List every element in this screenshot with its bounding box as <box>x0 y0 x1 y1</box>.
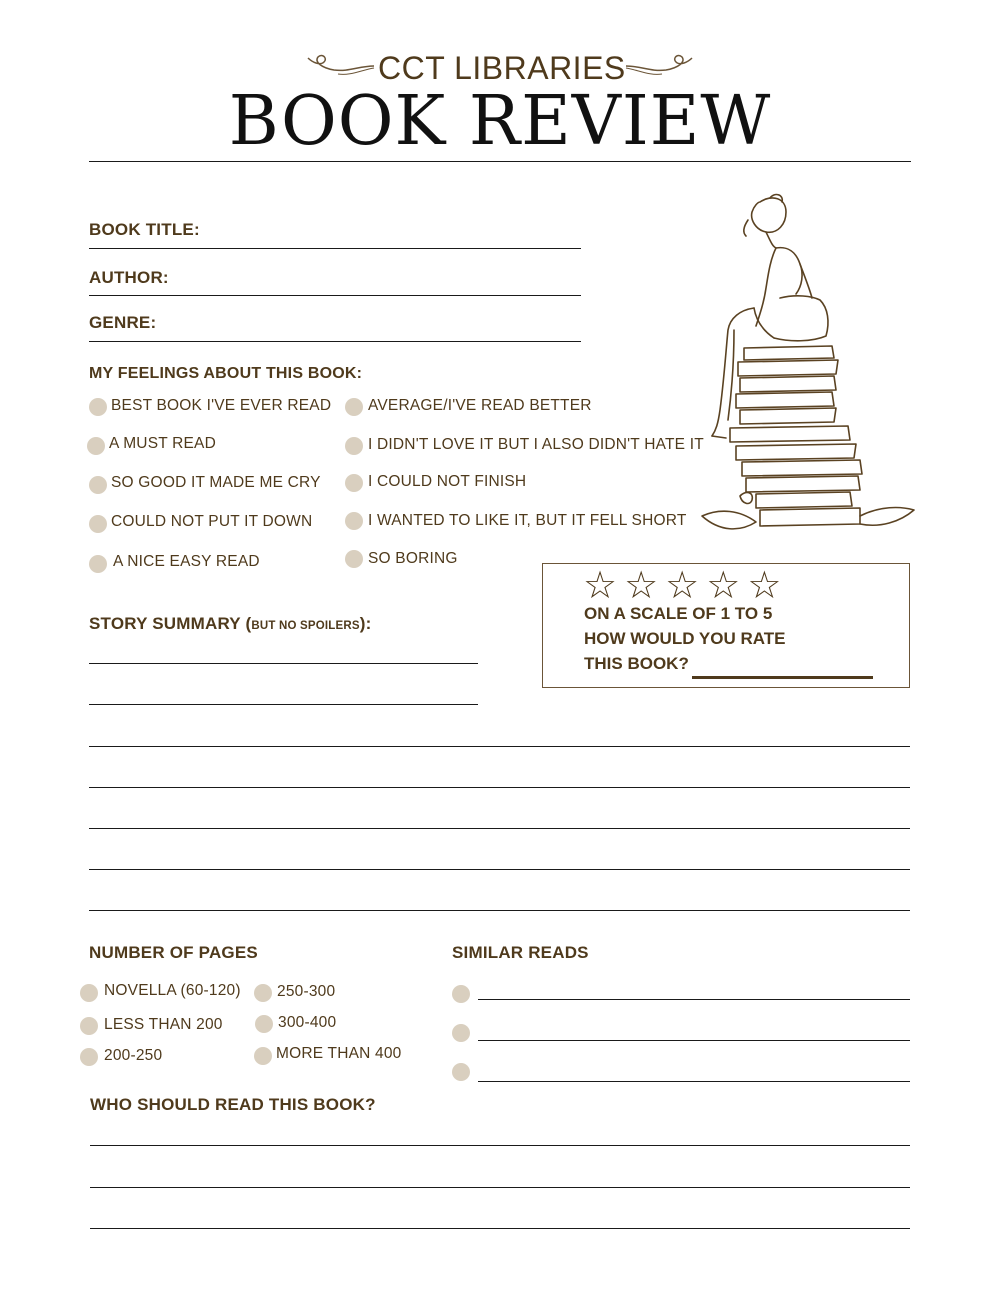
who-should-read-line[interactable] <box>90 1187 910 1188</box>
rating-question-line-3: THIS BOOK? <box>584 654 689 673</box>
summary-line[interactable] <box>89 869 910 870</box>
rating-question-line-1: ON A SCALE OF 1 TO 5 <box>584 604 773 623</box>
pages-option-label: 200-250 <box>104 1047 163 1064</box>
pages-option-radio[interactable] <box>255 1015 273 1033</box>
feelings-heading: MY FEELINGS ABOUT THIS BOOK: <box>89 365 363 382</box>
rating-question-line-2: HOW WOULD YOU RATE <box>584 629 786 648</box>
header-divider <box>89 161 911 162</box>
similar-read-line[interactable] <box>478 999 910 1000</box>
feeling-option-label: AVERAGE/I'VE READ BETTER <box>368 397 592 414</box>
who-should-read-heading: WHO SHOULD READ THIS BOOK? <box>90 1095 376 1114</box>
left-flourish-icon <box>304 52 376 78</box>
summary-line[interactable] <box>89 704 478 705</box>
feeling-option-radio[interactable] <box>87 437 105 455</box>
pages-option-radio[interactable] <box>80 984 98 1002</box>
feeling-option-radio[interactable] <box>345 437 363 455</box>
author-label: AUTHOR: <box>89 268 169 287</box>
feeling-option-label: BEST BOOK I'VE EVER READ <box>111 397 332 414</box>
pages-option-label: LESS THAN 200 <box>104 1016 223 1033</box>
pages-option-radio[interactable] <box>80 1017 98 1035</box>
who-should-read-line[interactable] <box>90 1228 910 1229</box>
feeling-option-radio[interactable] <box>345 474 363 492</box>
feeling-option-radio[interactable] <box>345 550 363 568</box>
summary-line[interactable] <box>89 787 910 788</box>
pages-heading: NUMBER OF PAGES <box>89 943 258 962</box>
pages-option-label: NOVELLA (60-120) <box>104 982 241 999</box>
star-icon[interactable]: ☆ <box>747 565 782 607</box>
summary-line[interactable] <box>89 828 910 829</box>
pages-option-radio[interactable] <box>254 1047 272 1065</box>
feeling-option-label: COULD NOT PUT IT DOWN <box>111 513 313 530</box>
star-icon[interactable]: ☆ <box>665 565 700 607</box>
feeling-option-label: I DIDN'T LOVE IT BUT I ALSO DIDN'T HATE IT <box>368 436 704 453</box>
book-title-label: BOOK TITLE: <box>89 220 200 239</box>
girl-on-books-illustration <box>700 190 920 545</box>
book-title-line[interactable] <box>89 248 581 249</box>
feeling-option-label: I COULD NOT FINISH <box>368 473 527 490</box>
summary-heading-close: ): <box>359 614 372 633</box>
star-icon[interactable]: ☆ <box>706 565 741 607</box>
feeling-option-radio[interactable] <box>89 515 107 533</box>
similar-read-line[interactable] <box>478 1040 910 1041</box>
summary-line[interactable] <box>89 910 910 911</box>
genre-line[interactable] <box>89 341 581 342</box>
summary-line[interactable] <box>89 746 910 747</box>
feeling-option-radio[interactable] <box>345 512 363 530</box>
summary-line[interactable] <box>89 663 478 664</box>
similar-reads-heading: SIMILAR READS <box>452 943 589 962</box>
feeling-option-radio[interactable] <box>89 555 107 573</box>
who-should-read-line[interactable] <box>90 1145 910 1146</box>
feeling-option-label: A MUST READ <box>109 435 216 452</box>
right-flourish-icon <box>624 52 696 78</box>
pages-option-label: 250-300 <box>277 983 336 1000</box>
summary-heading <box>89 614 372 634</box>
star-rating <box>583 567 781 605</box>
rating-answer-line[interactable] <box>692 676 873 679</box>
feeling-option-label: SO GOOD IT MADE ME CRY <box>111 474 321 491</box>
pages-option-label: 300-400 <box>278 1014 337 1031</box>
pages-option-radio[interactable] <box>254 984 272 1002</box>
star-icon[interactable]: ☆ <box>624 565 659 607</box>
similar-read-bullet[interactable] <box>452 1063 470 1081</box>
genre-label: GENRE: <box>89 313 157 332</box>
feeling-option-radio[interactable] <box>89 476 107 494</box>
star-icon[interactable]: ☆ <box>583 565 618 607</box>
similar-read-line[interactable] <box>478 1081 910 1082</box>
feeling-option-label: I WANTED TO LIKE IT, BUT IT FELL SHORT <box>368 512 687 529</box>
org-name: CCT LIBRARIES <box>378 50 626 86</box>
pages-option-label: MORE THAN 400 <box>276 1045 402 1062</box>
summary-heading-note: BUT NO SPOILERS <box>251 620 360 632</box>
author-line[interactable] <box>89 295 581 296</box>
page-title: BOOK REVIEW <box>228 82 772 161</box>
feeling-option-radio[interactable] <box>89 398 107 416</box>
pages-option-radio[interactable] <box>80 1048 98 1066</box>
similar-read-bullet[interactable] <box>452 1024 470 1042</box>
similar-read-bullet[interactable] <box>452 985 470 1003</box>
feeling-option-label: SO BORING <box>368 550 458 567</box>
summary-heading-text: STORY SUMMARY ( <box>89 614 252 633</box>
feeling-option-label: A NICE EASY READ <box>113 553 260 570</box>
feeling-option-radio[interactable] <box>345 398 363 416</box>
